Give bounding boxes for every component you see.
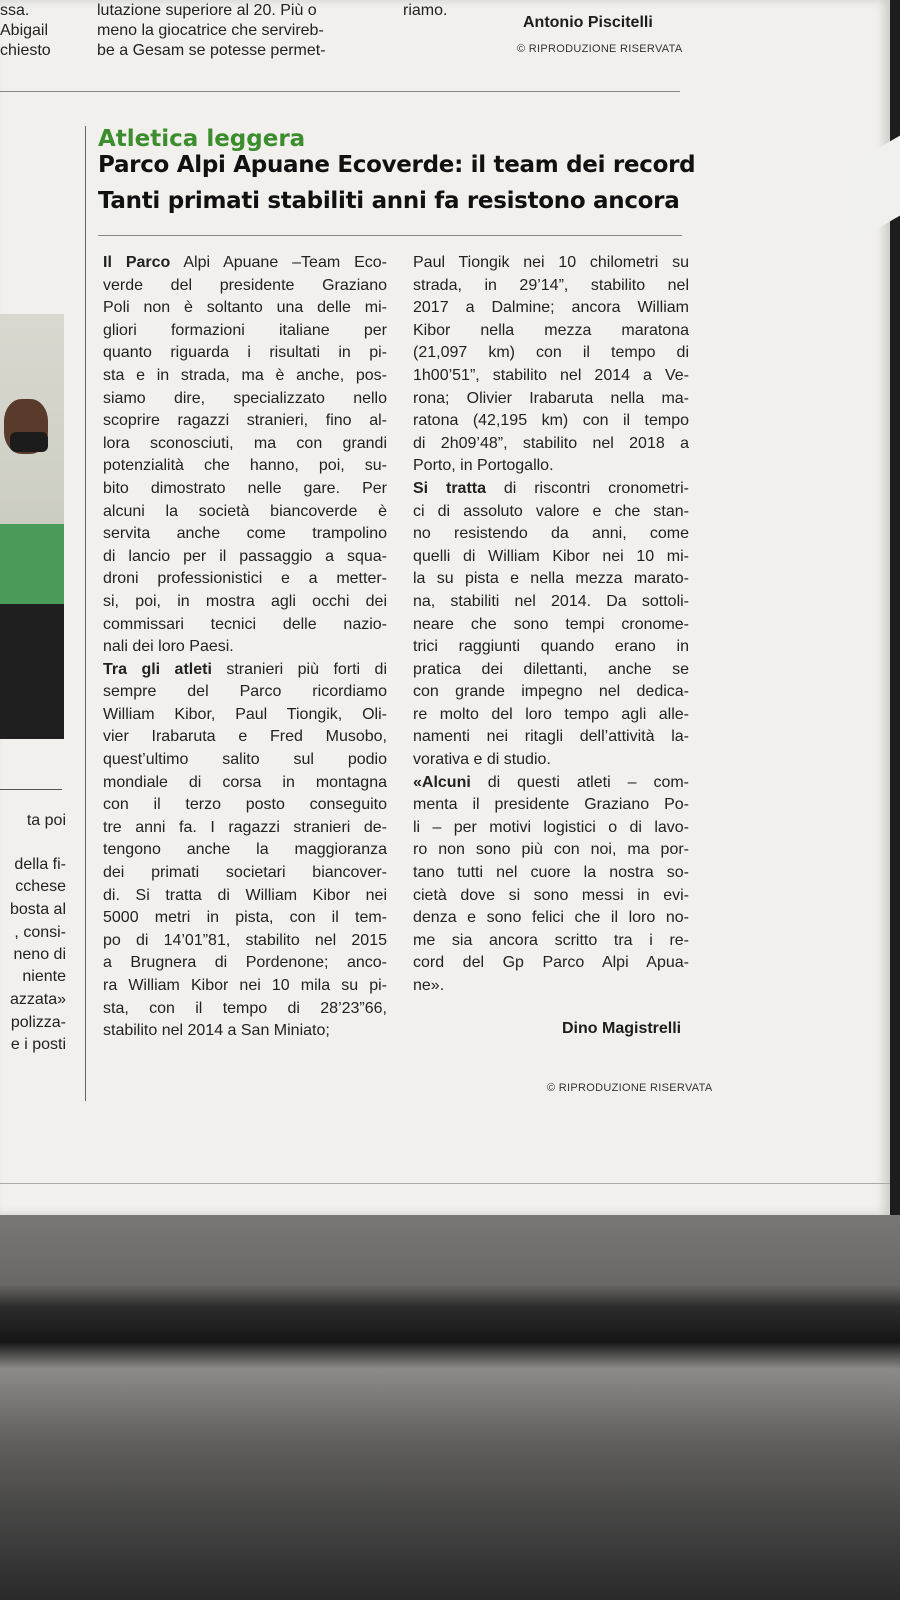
column-1-line: a Brugnera di Pordenone; anco- <box>103 954 387 972</box>
column-2-line: rona; Olivier Irabaruta nella ma- <box>413 389 689 407</box>
column-2-paragraph-lead: Si tratta <box>413 479 486 497</box>
photo-face-mask <box>10 432 48 452</box>
column-2-line: 2017 a Dalmine; ancora William <box>413 299 689 317</box>
column-2-line: quelli di William Kibor nei 10 mi- <box>413 547 689 565</box>
prev-signature: Antonio Piscitelli <box>523 14 653 31</box>
column-1-line: mondiale di corsa in montagna <box>103 773 387 791</box>
column-2-line: strada, in 29’14”, stabilito nel <box>413 276 689 294</box>
prev-right-text: riamo. <box>403 2 448 19</box>
column-1-line: verde del presidente Graziano <box>103 276 387 294</box>
column-1-line: vier Irabaruta e Fred Musobo, <box>103 728 387 746</box>
column-2-line: me sia ancora scritto tra i re- <box>413 931 689 949</box>
column-2-line: Paul Tiongik nei 10 chilometri su <box>413 254 689 271</box>
column-1-line: Tra gli atleti stranieri più forti di <box>103 660 387 678</box>
column-1-line: stabilito nel 2014 a San Miniato; <box>103 1022 330 1040</box>
athlete-photo <box>0 314 64 739</box>
column-1-paragraph-lead: Tra gli atleti <box>103 660 212 678</box>
column-1-line: quanto riguarda i risultati in pi- <box>103 344 387 362</box>
photo-dark-trousers <box>0 604 64 739</box>
column-2-line: Porto, in Portogallo. <box>413 457 554 475</box>
column-2-line: namenti nei ritagli dell’attività la- <box>413 728 689 746</box>
article-signature: Dino Magistrelli <box>562 1020 682 1037</box>
column-divider-left <box>85 126 86 1101</box>
neighbour-text-line: cchese <box>15 878 66 895</box>
neighbour-text-line: niente <box>22 968 66 985</box>
headline: Parco Alpi Apuane Ecoverde: il team dei record <box>98 152 696 178</box>
column-1-line: sta e in strada, ma è anche, pos- <box>103 366 387 384</box>
column-1-line: dei primati societari biancover- <box>103 864 387 882</box>
headline-rule <box>98 235 682 236</box>
column-1-line: lora sconosciuti, ma con grandi <box>103 434 387 452</box>
column-2-line: cietà dove si sono messi in evi- <box>413 886 689 904</box>
column-1-line: tre anni fa. I ragazzi stranieri de- <box>103 818 387 836</box>
column-1-line: servita anche come trampolino <box>103 525 387 543</box>
column-1-line: bito dimostrato nelle gare. Per <box>103 479 387 497</box>
prev-mid-line-3: be a Gesam se potesse permet- <box>97 42 326 59</box>
column-2-line: ne». <box>413 977 445 994</box>
column-1-line: quest’ultimo salito sul podio <box>103 751 387 769</box>
prev-left-line-2: Abigail <box>0 22 49 39</box>
neighbour-text-line: della fi- <box>14 856 66 873</box>
column-2-line: ratona (42,195 km) con il tempo <box>413 412 689 430</box>
column-1-line: con il terzo posto conseguito <box>103 796 387 814</box>
column-1-line: nali dei loro Paesi. <box>103 638 234 656</box>
neighbour-text-line: neno di <box>13 946 66 963</box>
column-1-line: William Kibor, Paul Tiongik, Oli- <box>103 705 387 723</box>
column-2-line: «Alcuni di questi atleti – com- <box>413 773 689 791</box>
column-1-line: ra William Kibor nei 10 mila su pi- <box>103 977 387 994</box>
neighbour-text-line: , consi- <box>14 924 66 941</box>
column-1-line: potenzialità che hanno, poi, su- <box>103 457 387 475</box>
article-copyright: © RIPRODUZIONE RISERVATA <box>547 1082 713 1094</box>
column-2-line: no resistendo da anni, come <box>413 525 689 543</box>
column-1-line: di lancio per il passaggio a squa- <box>103 547 387 565</box>
column-2-line: di 2h09’48”, stabilito nel 2018 a <box>413 434 689 452</box>
section-label: Atletica leggera <box>98 126 306 152</box>
column-1-paragraph-lead: Il Parco <box>103 254 171 271</box>
prev-mid-line-2: meno la giocatrice che servireb- <box>97 22 324 39</box>
column-2-line: ro non sono più con noi, ma por- <box>413 841 689 859</box>
prev-left-line-3: chiesto <box>0 42 51 59</box>
neighbour-text-line: azzata» <box>9 991 66 1008</box>
column-2-line: Kibor nella mezza maratona <box>413 321 689 339</box>
prev-copyright: © RIPRODUZIONE RISERVATA <box>517 43 683 55</box>
column-2-paragraph-lead: «Alcuni <box>413 773 471 791</box>
neighbour-text-line: polizza- <box>10 1014 66 1031</box>
column-2-line: la su pista e nella mezza marato- <box>413 570 689 588</box>
column-1-line: si, poi, in mostra agli occhi dei <box>103 592 387 610</box>
column-2-line: li – per motivi logistici o di lavo- <box>413 818 689 836</box>
column-1-line: commissari tecnici delle nazio- <box>103 615 387 633</box>
column-1-line: tengono anche la maggioranza <box>103 841 387 859</box>
column-1-line: di. Si tratta di William Kibor nei <box>103 886 387 904</box>
article-column-1 <box>103 252 387 1043</box>
prev-left-line-1: ssa. <box>0 2 30 19</box>
photo-caption-rule <box>0 789 62 790</box>
column-2-line: cord del Gp Parco Alpi Apua- <box>413 954 689 972</box>
column-2-line: na, stabiliti nel 2014. Da sottoli- <box>413 592 689 610</box>
divider-rule-top <box>0 91 680 92</box>
column-1-line: sta, con il tempo di 28’23”66, <box>103 999 387 1017</box>
column-2-line: neare che sono tempi cronome- <box>413 615 689 633</box>
column-2-line: (21,097 km) con il tempo di <box>413 344 689 362</box>
column-1-line: Poli non è soltanto una delle mi- <box>103 299 387 317</box>
column-1-line: siamo dire, specializzato nello <box>103 389 387 407</box>
neighbour-text-line: e i posti <box>10 1036 66 1053</box>
column-2-line: Si tratta di riscontri cronometri- <box>413 479 689 497</box>
column-1-line: 5000 metri in pista, con il tem- <box>103 909 387 927</box>
column-2-line: tano tutti nel cuore la nostra so- <box>413 864 689 882</box>
column-1-line: Il Parco Alpi Apuane –Team Eco- <box>103 254 388 271</box>
neighbour-text-line: ta poi <box>26 812 66 829</box>
column-1-line: po di 14’01”81, stabilito nel 2015 <box>103 931 387 949</box>
column-2-line: ci di assoluto valore e che stan- <box>413 502 689 520</box>
background-table-surface <box>0 1215 900 1600</box>
article-column-2 <box>413 252 689 998</box>
column-2-line: con grande impegno nel dedica- <box>413 683 689 701</box>
column-2-line: menta il presidente Graziano Po- <box>413 796 689 814</box>
column-2-line: trici raggiunti quando erano in <box>413 638 689 656</box>
column-2-line: 1h00’51”, stabilito nel 2014 a Ve- <box>413 366 689 384</box>
column-2-line: denza e sono felici che il loro no- <box>413 909 689 927</box>
column-1-line: alcuni la società biancoverde è <box>103 502 387 520</box>
column-1-line: droni professionistici e a metter- <box>103 570 387 588</box>
page-bottom-rule <box>0 1183 890 1184</box>
column-1-line: scoprire ragazzi stranieri, fino al- <box>103 412 387 430</box>
column-2-line: re molto del loro tempo agli alle- <box>413 705 689 723</box>
subheadline: Tanti primati stabiliti anni fa resistono ancora <box>98 188 680 214</box>
column-1-line: gliori formazioni italiane per <box>103 321 387 339</box>
column-1-line: sempre del Parco ricordiamo <box>103 683 387 701</box>
prev-mid-line-1: lutazione superiore al 20. Più o <box>97 2 317 19</box>
column-2-line: pratica dei dilettanti, anche se <box>413 660 689 678</box>
neighbour-text-line: bosta al <box>9 901 66 918</box>
column-2-line: vorativa e di studio. <box>413 751 551 769</box>
